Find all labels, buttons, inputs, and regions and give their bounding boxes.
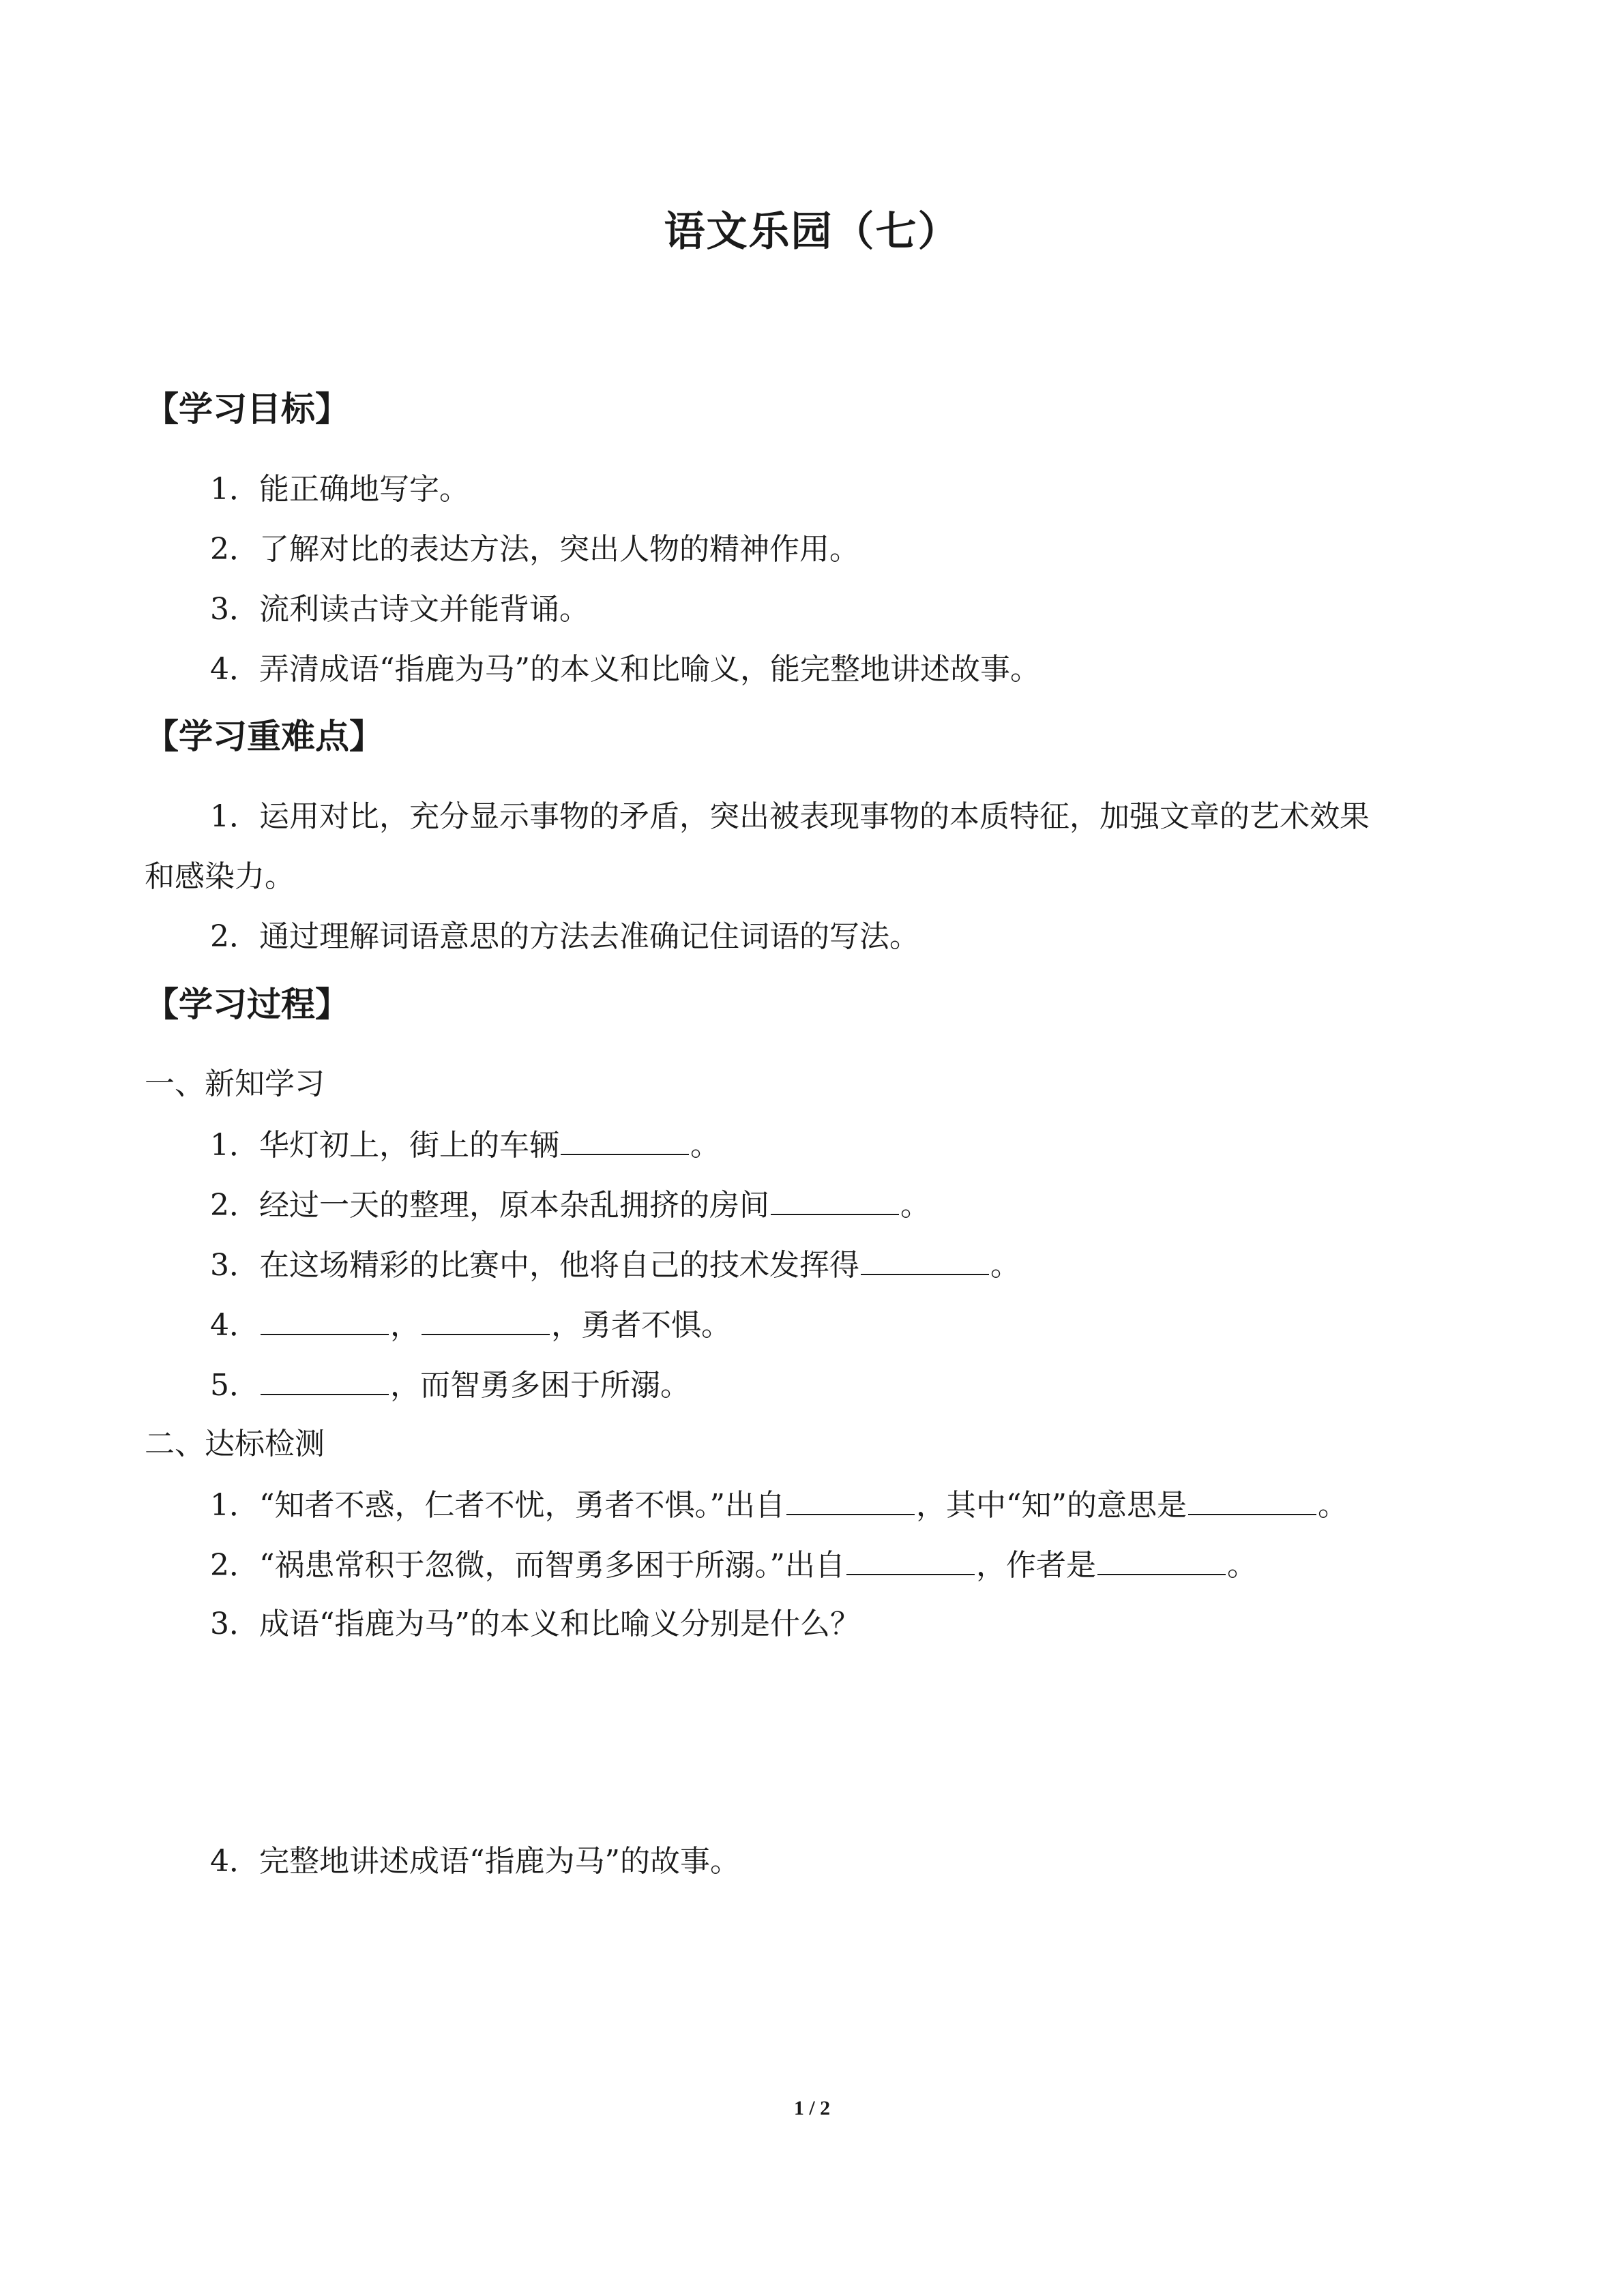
fill-blank[interactable] bbox=[561, 1124, 689, 1155]
question-text: 4． bbox=[210, 1308, 259, 1343]
question-text: ， bbox=[390, 1308, 420, 1343]
question-text: 。 bbox=[1226, 1548, 1257, 1583]
question-text: ，作者是 bbox=[975, 1548, 1096, 1583]
fill-blank[interactable] bbox=[861, 1244, 989, 1275]
question-item bbox=[210, 1244, 1020, 1286]
question-text: ，其中“知”的意思是 bbox=[915, 1488, 1187, 1523]
fill-blank[interactable] bbox=[422, 1304, 550, 1335]
question-item bbox=[210, 1184, 930, 1226]
objective-item: 3．流利读古诗文并能背诵。 bbox=[210, 592, 589, 627]
fill-blank[interactable] bbox=[261, 1364, 389, 1395]
question-text: 1．华灯初上，街上的车辆 bbox=[210, 1128, 559, 1163]
question-text: 5． bbox=[210, 1368, 259, 1403]
question-item bbox=[210, 1304, 731, 1346]
question-text: 1．“知者不惑，仁者不忧，勇者不惧。”出自 bbox=[210, 1488, 785, 1523]
question-item bbox=[210, 1484, 1348, 1526]
part-label-new-knowledge: 一、新知学习 bbox=[145, 1067, 325, 1101]
question-text: ，勇者不惧。 bbox=[551, 1308, 731, 1343]
question-text: 3．在这场精彩的比赛中，他将自己的技术发挥得 bbox=[210, 1248, 859, 1283]
page-number: 1 / 2 bbox=[793, 2097, 831, 2119]
key-point-item: 2．通过理解词语意思的方法去准确记住词语的写法。 bbox=[210, 919, 919, 954]
question-text: 2．经过一天的整理，原本杂乱拥挤的房间 bbox=[210, 1188, 769, 1223]
fill-blank[interactable] bbox=[771, 1184, 899, 1215]
question-item: 4．完整地讲述成语“指鹿为马”的故事。 bbox=[210, 1844, 740, 1879]
part-label-assessment: 二、达标检测 bbox=[145, 1427, 325, 1461]
question-text: 。 bbox=[690, 1128, 720, 1163]
key-point-item-continued: 和感染力。 bbox=[145, 859, 295, 894]
objective-item: 2．了解对比的表达方法，突出人物的精神作用。 bbox=[210, 532, 859, 567]
question-text: 。 bbox=[990, 1248, 1020, 1283]
question-item bbox=[210, 1124, 720, 1166]
fill-blank[interactable] bbox=[261, 1304, 389, 1335]
question-text: 。 bbox=[1317, 1488, 1348, 1523]
question-text: 。 bbox=[900, 1188, 930, 1223]
objective-item: 4．弄清成语“指鹿为马”的本义和比喻义，能完整地讲述故事。 bbox=[210, 652, 1040, 687]
fill-blank[interactable] bbox=[786, 1484, 915, 1515]
fill-blank[interactable] bbox=[846, 1544, 975, 1575]
question-item: 3．成语“指鹿为马”的本义和比喻义分别是什么？ bbox=[210, 1607, 860, 1641]
key-points-heading: 【学习重难点】 bbox=[145, 716, 383, 756]
question-text: ，而智勇多困于所溺。 bbox=[390, 1368, 690, 1403]
question-item bbox=[210, 1364, 690, 1406]
objective-item: 1．能正确地写字。 bbox=[210, 472, 469, 507]
document-title: 语文乐园（七） bbox=[664, 208, 960, 256]
process-heading: 【学习过程】 bbox=[145, 984, 349, 1024]
fill-blank[interactable] bbox=[1188, 1484, 1316, 1515]
question-text: 2．“祸患常积于忽微，而智勇多困于所溺。”出自 bbox=[210, 1548, 845, 1583]
objectives-heading: 【学习目标】 bbox=[145, 389, 349, 429]
question-item bbox=[210, 1544, 1257, 1586]
fill-blank[interactable] bbox=[1097, 1544, 1226, 1575]
key-point-item: 1．运用对比，充分显示事物的矛盾，突出被表现事物的本质特征，加强文章的艺术效果 bbox=[210, 799, 1370, 834]
